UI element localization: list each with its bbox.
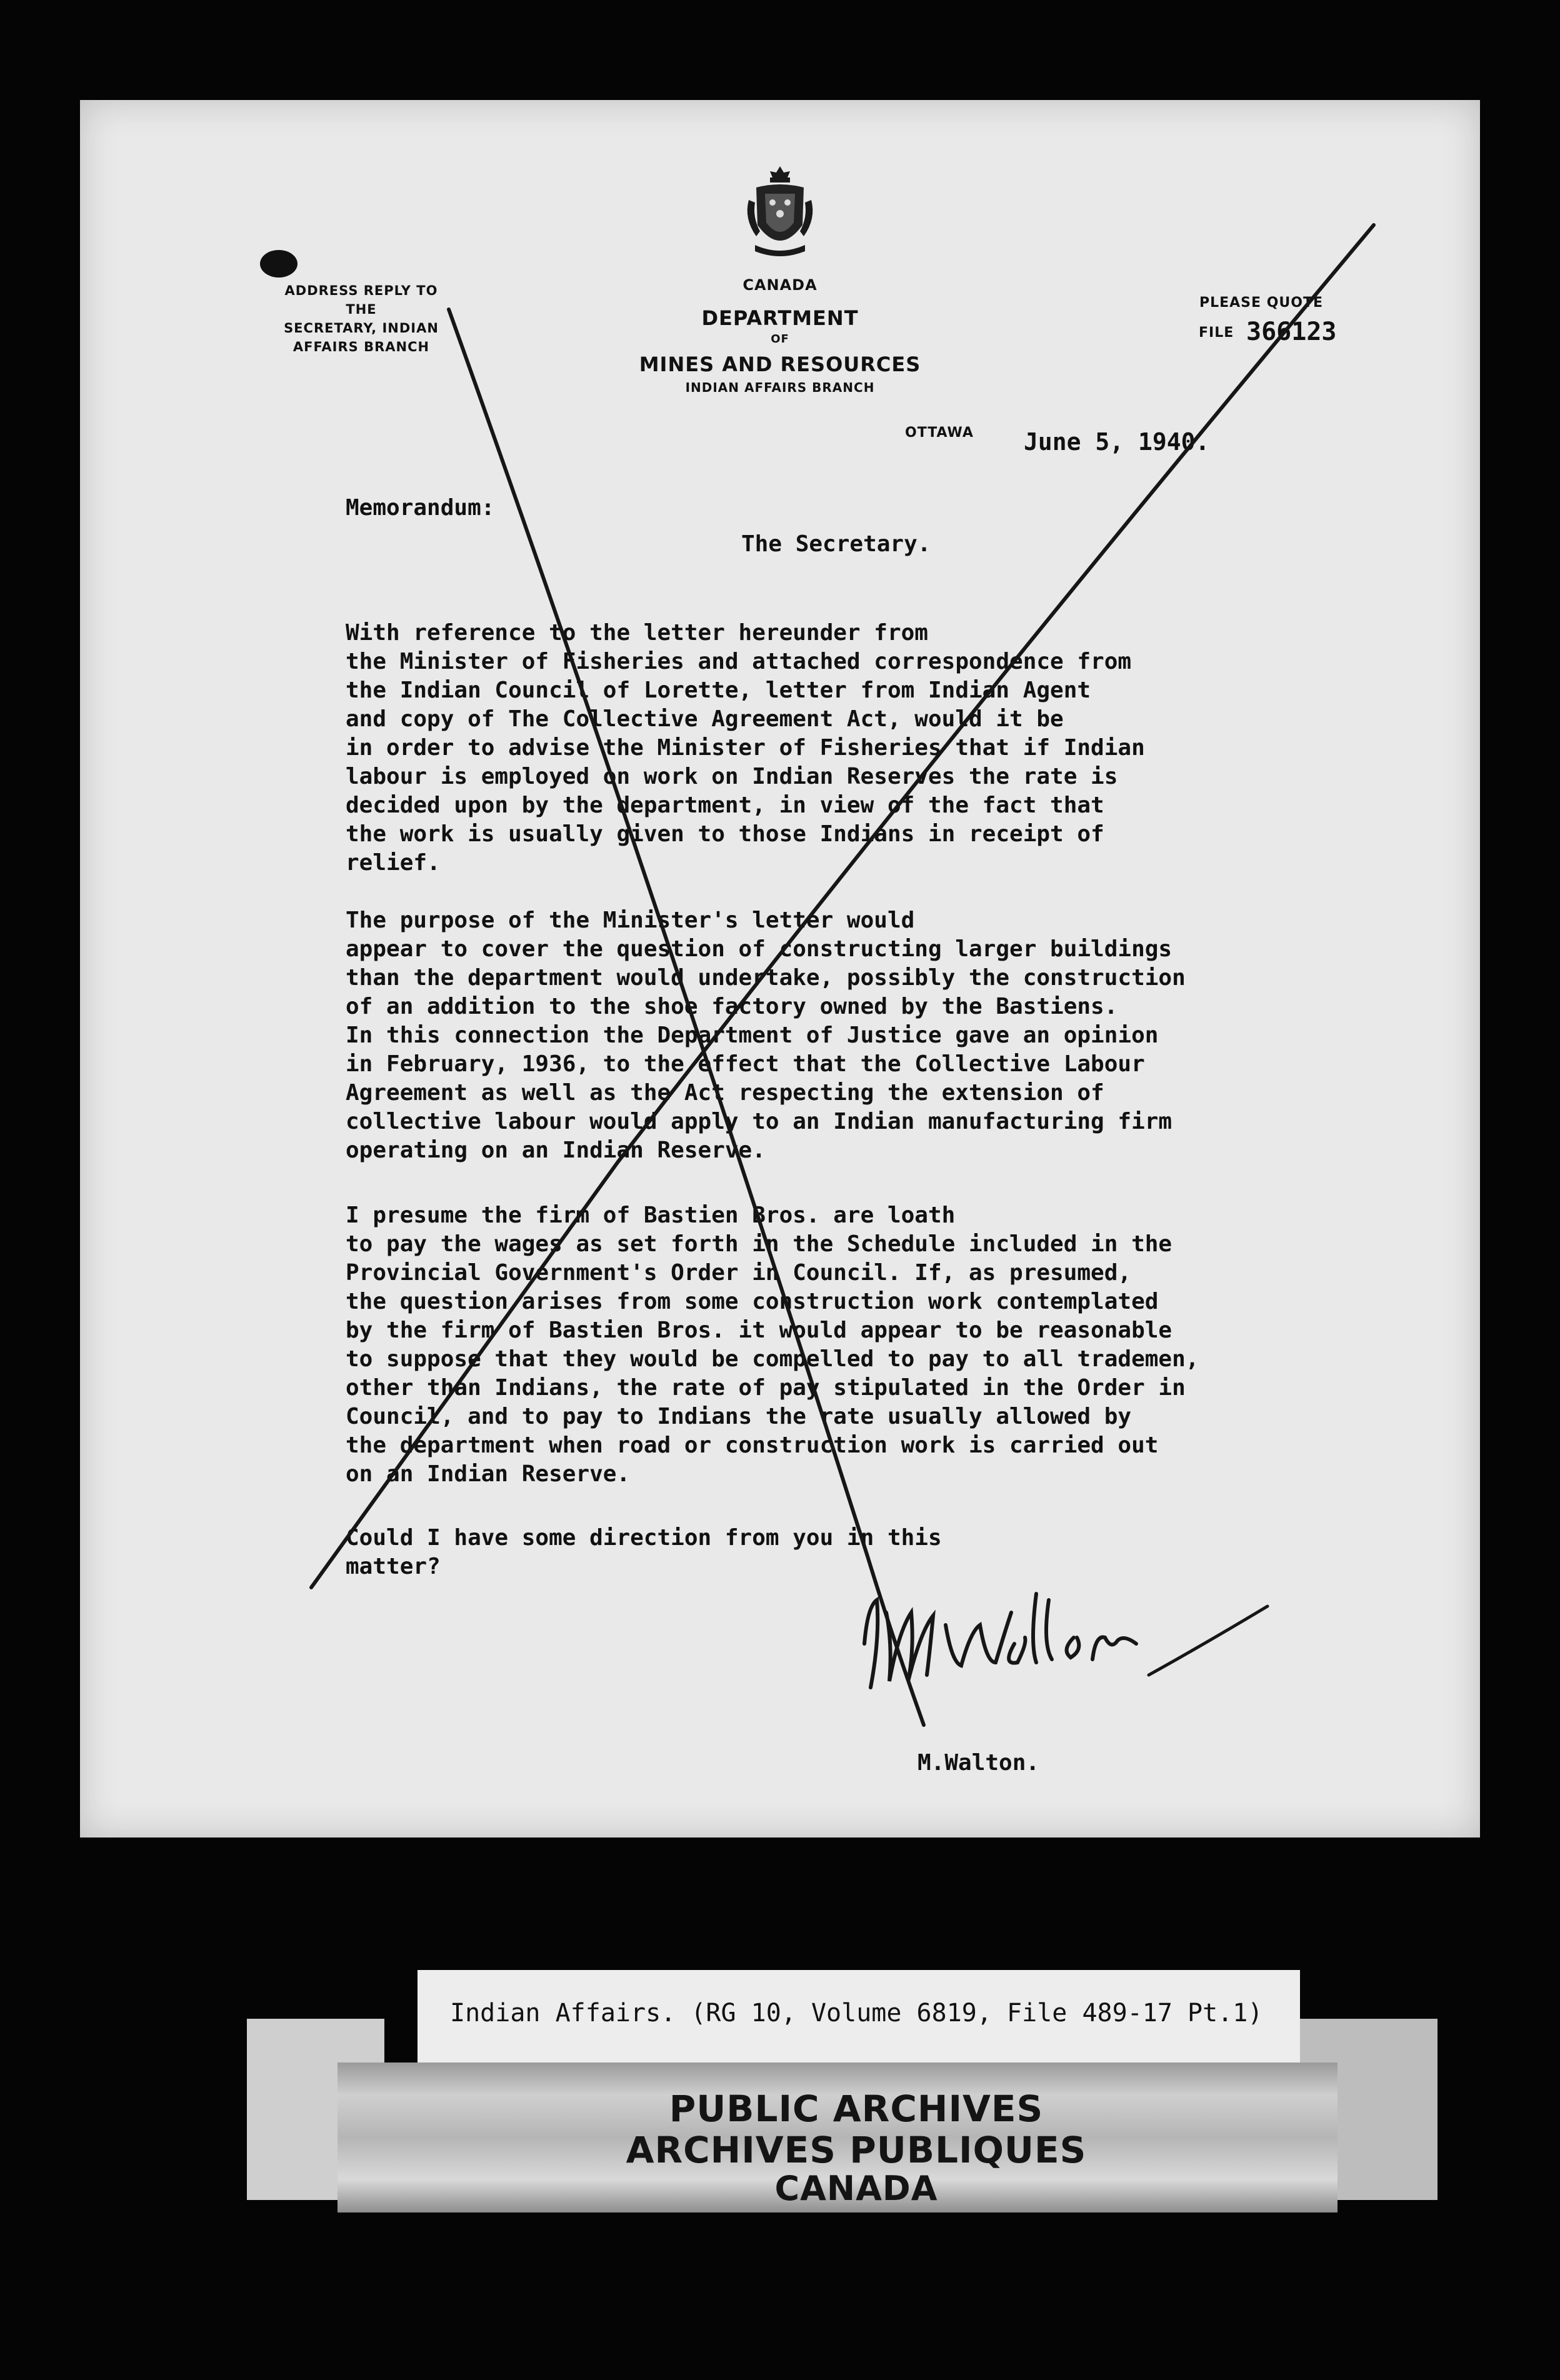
file-label: FILE (1199, 325, 1234, 341)
ministry-label: MINES AND RESOURCES (639, 352, 921, 376)
reply-line-2: SECRETARY, INDIAN (284, 321, 439, 336)
stamp-line-2: ARCHIVES PUBLIQUES (626, 2129, 1087, 2171)
department-label: DEPARTMENT (701, 306, 859, 330)
reply-line-1: ADDRESS REPLY TO THE (284, 283, 438, 317)
archive-reference: Indian Affairs. (RG 10, Volume 6819, File 489-17 Pt.1) (450, 1999, 1263, 2028)
stamp-line-3: CANADA (774, 2169, 938, 2208)
memo-date: June 5, 1940. (1024, 428, 1210, 456)
paragraph-2: The purpose of the Minister's letter would appear to cover the question of constructing larger buildings than the department would undertake, possibly the construction of an addition to the shoe factory owned by the Bastiens. In this connection the Department of Justice gave an opinion in February, 1936, to the effect that the Collective Labour Agreement as well as the Act respecting the extension of collective labour would apply to an Indian manufacturing firm operating on an Indian Reserve. (346, 908, 1186, 1163)
of-label: OF (771, 332, 789, 346)
file-number: 366123 (1246, 318, 1337, 346)
signer-name: M.Walton. (918, 1750, 1040, 1776)
memo-page (80, 100, 1480, 1838)
stamp-line-1: PUBLIC ARCHIVES (669, 2088, 1044, 2130)
paragraph-3: I presume the firm of Bastien Bros. are loath to pay the wages as set forth in the Schedule included in the Provincial Government's Order in Council. If, as presumed, the question arises from some construction work contemplated by the firm of Bastien Bros. it would appear to be reasonable to suppose that they would be compelled to pay to all trademen, other than Indians, the rate of pay stipulated in the Order in Council, and to pay to Indians the rate usually allowed by the department when road or construction work is carried out on an Indian Reserve. (346, 1202, 1199, 1487)
memo-addressee: The Secretary. (741, 531, 931, 557)
country-label: CANADA (742, 276, 818, 294)
paragraph-1: With reference to the letter hereunder from the Minister of Fisheries and attached correspondence from the Indian Council of Lorette, letter from Indian Agent and copy of The Collective Agreement Act, would it be in order to advise the Minister of Fisheries that if Indian labour is employed on work on Indian Reserves the rate is decided upon by the department, in view of the fact that the work is usually given to those Indians in receipt of relief. (346, 620, 1145, 876)
paragraph-4: Could I have some direction from you in this matter? (346, 1525, 942, 1579)
please-quote-label: PLEASE QUOTE (1199, 295, 1324, 311)
reply-line-3: AFFAIRS BRANCH (292, 339, 430, 354)
pen-marks (80, 100, 1480, 1838)
branch-label: INDIAN AFFAIRS BRANCH (685, 380, 875, 395)
memo-heading: Memorandum: (346, 495, 495, 521)
city-label: OTTAWA (905, 425, 974, 441)
